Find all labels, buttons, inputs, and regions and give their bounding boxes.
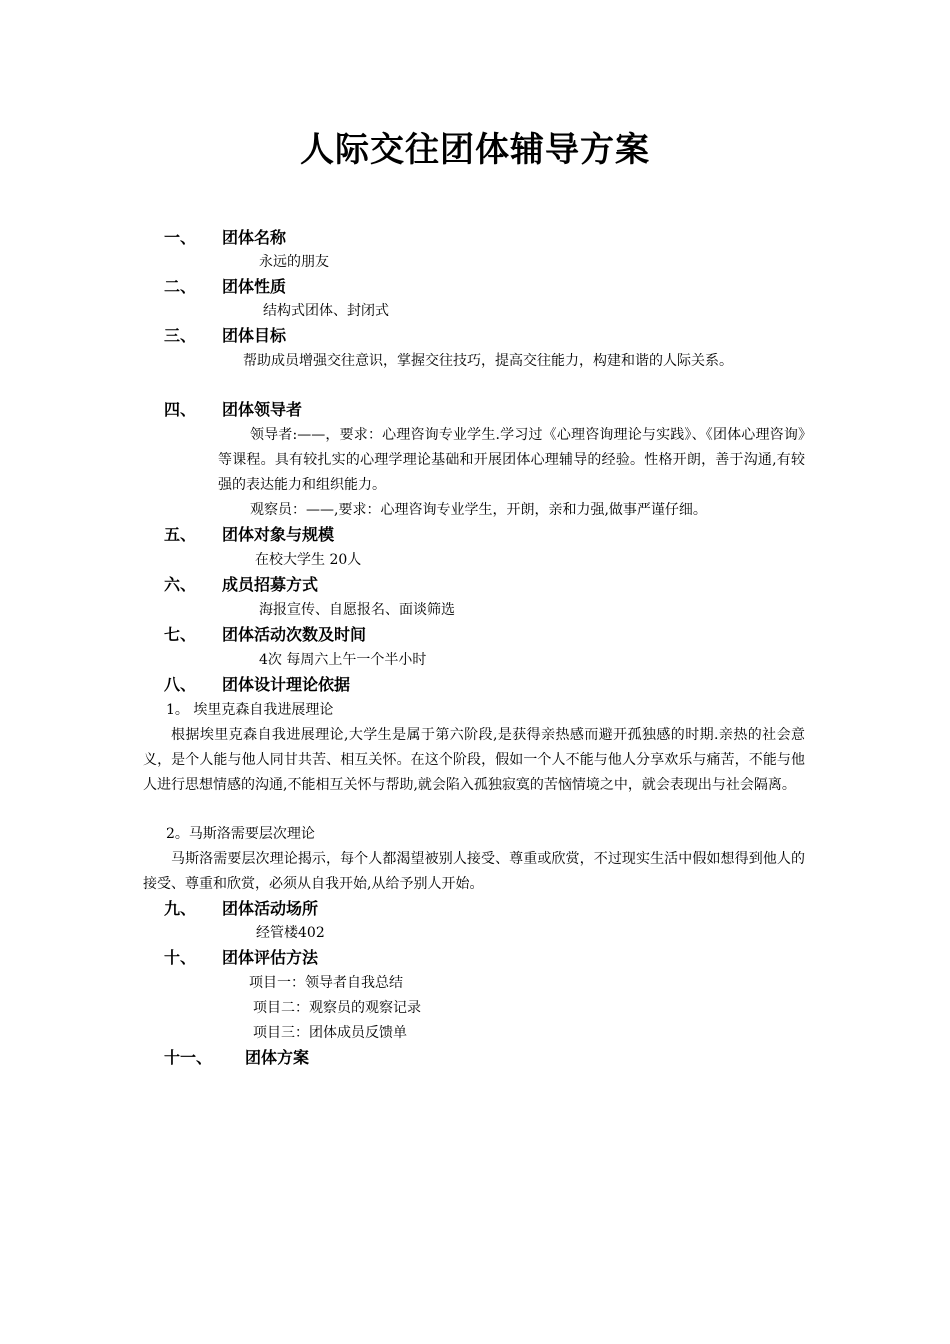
- section-title: 成员招募方式: [222, 575, 319, 594]
- theory-paragraph: 根据埃里克森自我进展理论,大学生是属于第六阶段,是获得亲热感而避开孤独感的时期.亲热的社会意义，是个人能与他人同甘共苦、相互关怀。在这个阶段，假如一个人不能与他人分享欢乐与痛苦，不能与他人进行思想情感的沟通,不能相互关怀与帮助,就会陷入孤独寂寞的苦恼情境之中，就会表现出与社会隔离。: [143, 727, 805, 793]
- section-number: 一、: [164, 228, 197, 247]
- section-content: 4次 每周六上午一个半小时: [259, 652, 427, 668]
- evaluation-item: 项目三：团体成员反馈单: [253, 1025, 407, 1041]
- section-content: 经管楼402: [256, 925, 325, 941]
- section-title: 团体目标: [222, 326, 287, 345]
- section-content: 在校大学生 20人: [255, 552, 362, 568]
- evaluation-item: 项目二：观察员的观察记录: [253, 1000, 421, 1016]
- section-content: 帮助成员增强交往意识，掌握交往技巧，提高交往能力，构建和谐的人际关系。: [243, 353, 733, 369]
- section-title: 团体名称: [222, 228, 287, 247]
- section-content: 永远的朋友: [259, 254, 329, 270]
- section-content: 海报宣传、自愿报名、面谈筛选: [259, 602, 455, 618]
- section-number: 六、: [164, 575, 197, 594]
- section-number: 七、: [164, 625, 197, 644]
- theory-subheading: 1。 埃里克森自我进展理论: [166, 702, 334, 718]
- evaluation-item: 项目一：领导者自我总结: [249, 975, 403, 991]
- section-title: 团体对象与规模: [222, 525, 335, 544]
- section-title: 团体性质: [222, 277, 287, 296]
- section-title: 团体领导者: [222, 400, 303, 419]
- section-number: 九、: [164, 899, 197, 918]
- theory-paragraph: 马斯洛需要层次理论揭示，每个人都渴望被别人接受、尊重或欣赏，不过现实生活中假如想得到他人的接受、尊重和欣赏，必须从自我开始,从给予别人开始。: [143, 851, 805, 892]
- theory-subheading: 2。马斯洛需要层次理论: [166, 826, 315, 842]
- section-title: 团体方案: [245, 1048, 310, 1067]
- section-number: 四、: [164, 400, 197, 419]
- section-number: 五、: [164, 525, 197, 544]
- observer-requirement: 观察员：——,要求：心理咨询专业学生，开朗，亲和力强,做事严谨仔细。: [250, 502, 707, 518]
- section-number: 三、: [164, 326, 197, 345]
- section-number: 八、: [164, 675, 197, 694]
- leader-requirement: 领导者:——，要求：心理咨询专业学生.学习过《心理咨询理论与实践》、《团体心理咨询》等课程。具有较扎实的心理学理论基础和开展团体心理辅导的经验。性格开朗，善于沟通,有较强的表达能力和组织能力。: [218, 427, 805, 493]
- document-title: 人际交往团体辅导方案: [300, 130, 650, 170]
- section-number: 十一、: [164, 1048, 213, 1067]
- section-title: 团体评估方法: [222, 948, 319, 967]
- section-content: 结构式团体、封闭式: [263, 303, 389, 319]
- section-title: 团体设计理论依据: [222, 675, 351, 694]
- section-number: 十、: [164, 948, 197, 967]
- section-number: 二、: [164, 277, 197, 296]
- section-title: 团体活动场所: [222, 899, 319, 918]
- section-title: 团体活动次数及时间: [222, 625, 367, 644]
